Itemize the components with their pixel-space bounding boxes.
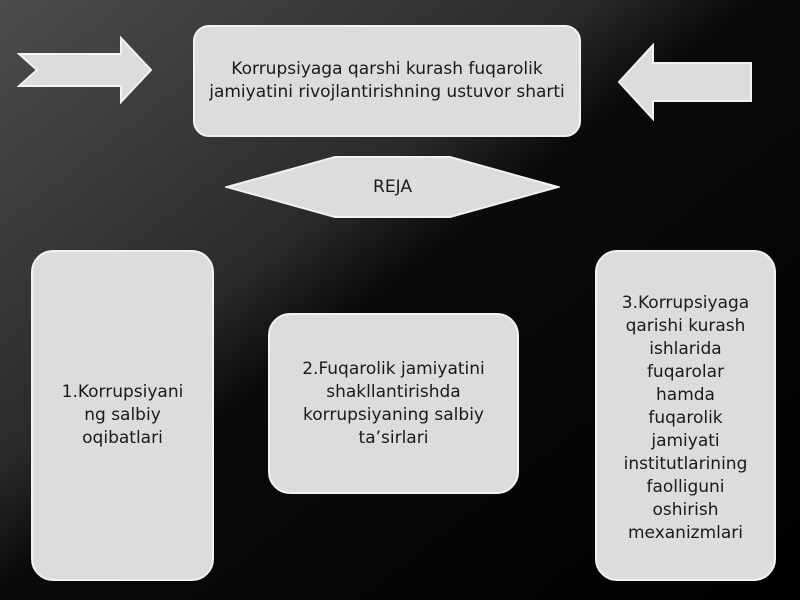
- reja-text: REJA: [373, 177, 412, 197]
- item-box-1: [31, 250, 214, 581]
- right-arrow-icon: [17, 36, 153, 104]
- item-box-3: [595, 250, 776, 581]
- left-arrow-icon: [617, 43, 753, 121]
- item-text-2: 2.Fuqarolik jamiyatini shakllantirishda korrupsiyaning salbiy ta’sirlari: [302, 358, 485, 448]
- item-text-3: 3.Korrupsiyaga qarishi kurash ishlarida fuqarolar hamda fuqarolik jamiyati institutlarining faolliguni oshirish mexanizmlari: [621, 293, 750, 543]
- reja-label: [225, 155, 560, 219]
- item-text-1: 1.Korrupsiyani ng salbiy oqibatlari: [61, 382, 184, 448]
- item-box-2: [268, 313, 519, 494]
- title-box: [193, 25, 581, 137]
- title-text: Korrupsiyaga qarshi kurash fuqarolik jamiyatini rivojlantirishning ustuvor sharti: [209, 59, 565, 102]
